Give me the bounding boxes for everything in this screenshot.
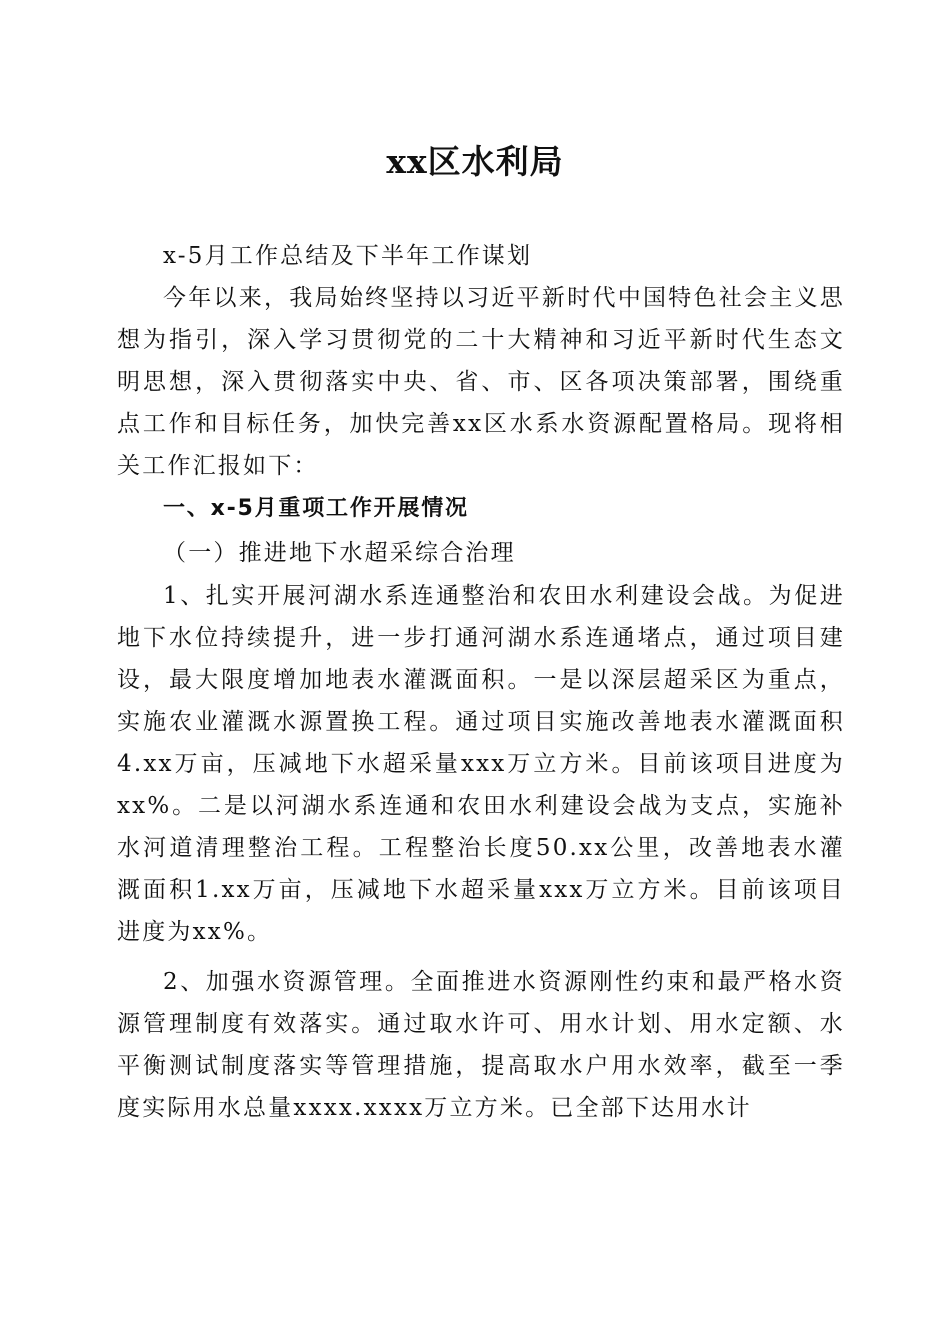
section-heading-1: 一、x-5月重项工作开展情况 [163, 496, 469, 521]
body-paragraph-1: 1、扎实开展河湖水系连通整治和农田水利建设会战。为促进地下水位持续提升，进一步打通河湖水系连通堵点，通过项目建设，最大限度增加地表水灌溉面积。一是以深层超采区为重点，实施农业灌溉水源置换工程。通过项目实施改善地表水灌溉面积4.xx万亩，压减地下水超采量xxx万立方米。目前该项目进度为xx%。二是以河湖水系连通和农田水利建设会战为支点，实施补水河道清理整治工程。工程整治长度50.xx公里，改善地表水灌溉面积1.xx万亩，压减地下水超采量xxx万立方米。目前该项目进度为xx%。 [117, 583, 845, 945]
subsection-heading-1: （一）推进地下水超采综合治理 [163, 540, 516, 566]
intro-paragraph: 今年以来，我局始终坚持以习近平新时代中国特色社会主义思想为指引，深入学习贯彻党的二十大精神和习近平新时代生态文明思想，深入贯彻落实中央、省、市、区各项决策部署，围绕重点工作和目标任务，加快完善xx区水系水资源配置格局。现将相关工作汇报如下： [117, 285, 845, 479]
body-paragraph-2: 2、加强水资源管理。全面推进水资源刚性约束和最严格水资源管理制度有效落实。通过取水许可、用水计划、用水定额、水平衡测试制度落实等管理措施，提高取水户用水效率，截至一季度实际用水总量xxxx.xxxx万立方米。已全部下达用水计 [117, 969, 845, 1121]
document-body [117, 235, 845, 1129]
document-subtitle: x-5月工作总结及下半年工作谋划 [163, 243, 533, 269]
document-title: xx区水利局 [386, 142, 564, 181]
